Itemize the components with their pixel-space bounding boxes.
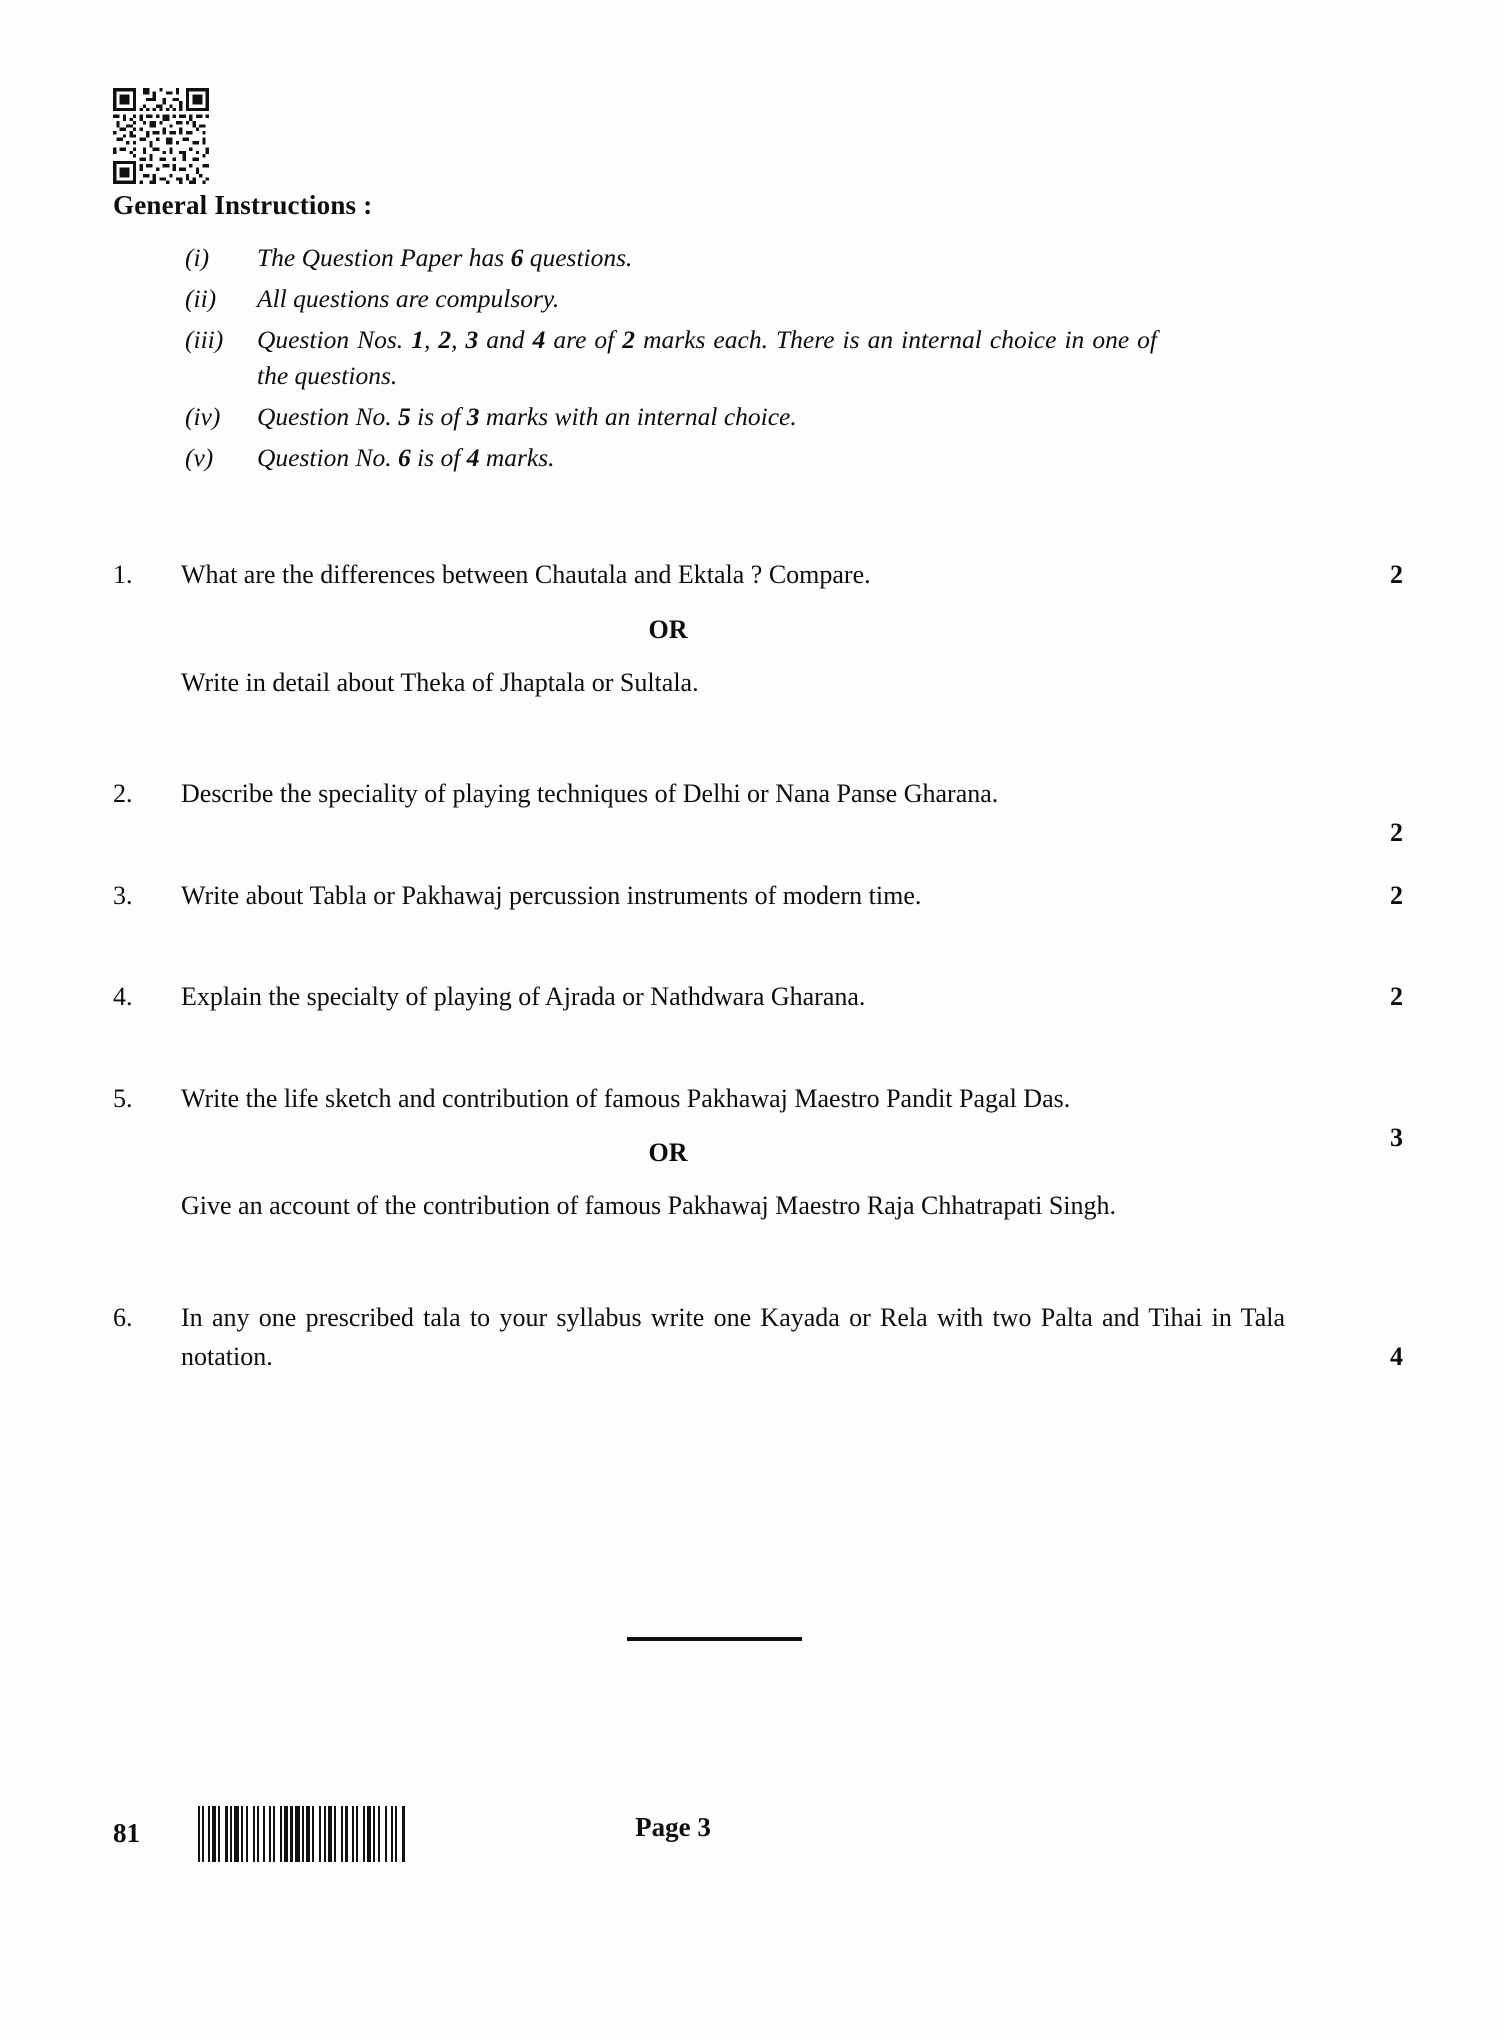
question-3 [113,876,1403,916]
instruction-marker: (i) [185,243,210,272]
qr-code-icon [113,88,209,184]
question-number: 2. [113,779,133,809]
instruction-text: Question No. 5 is of 3 marks with an internal choice. [257,401,797,431]
page-footer [113,1800,1403,1870]
instruction-marker: (ii) [185,284,217,314]
general-instructions-heading: General Instructions : [113,190,373,220]
question-4 [113,977,1403,1017]
question-1 [113,555,1403,702]
instructions-list [185,240,1385,481]
instruction-item [185,399,1385,434]
paper-code: 81 [113,1818,140,1848]
question-text: Explain the specialty of playing of Ajrada or Nathdwara Gharana. [181,982,866,1012]
or-separator: OR [648,614,688,644]
barcode-image [198,1806,405,1862]
end-of-paper-rule [627,1637,802,1641]
page-number: Page 3 [635,1812,711,1842]
question-number: 4. [113,982,133,1012]
instruction-text: Question No. 6 is of 4 marks. [257,442,555,472]
question-marks: 2 [1390,560,1403,589]
instruction-text: The Question Paper has 6 questions. [257,243,633,272]
instruction-marker: (iv) [185,401,221,431]
instruction-item [185,440,1385,475]
question-text: Write the life sketch and contribution of famous Pakhawaj Maestro Pandit Pagal Das. [181,1083,1071,1113]
question-5 [113,1079,1403,1226]
question-number: 1. [113,560,133,589]
instruction-item [185,281,1385,316]
instruction-item [185,322,1385,392]
spacer [113,814,1403,876]
spacer [113,1226,1403,1298]
question-text: Describe the speciality of playing techniques of Delhi or Nana Panse Gharana. [181,779,999,809]
question-number: 5. [113,1083,133,1113]
or-separator: OR [648,1138,688,1168]
question-text: What are the differences between Chautala and Ektala ? Compare. [181,560,871,589]
instruction-marker: (v) [185,442,214,472]
question-marks: 3 [1390,1122,1403,1152]
question-6 [113,1298,1403,1377]
question-number: 6. [113,1302,133,1332]
question-marks: 2 [1390,982,1403,1012]
spacer [113,915,1403,977]
instruction-text: All questions are compulsory. [257,284,560,314]
spacer [113,1017,1403,1079]
instruction-item [185,240,1385,275]
question-marks: 2 [1390,818,1403,848]
instruction-marker: (iii) [185,325,224,355]
question-alternative-text: Give an account of the contribution of famous Pakhawaj Maestro Raja Chhatrapati Singh. [181,1191,1117,1221]
spacer [113,702,1403,774]
instruction-text: Question Nos. 1, 2, 3 and 4 are of 2 marks each. There is an internal choice in one of the questions. [257,325,1158,390]
question-marks: 2 [1390,880,1403,910]
question-text: In any one prescribed tala to your syllabus write one Kayada or Rela with two Palta and Tihai in Tala notation. [181,1302,1285,1372]
question-alternative-text: Write in detail about Theka of Jhaptala or Sultala. [181,667,699,697]
questions-list [113,555,1403,1377]
question-text: Write about Tabla or Pakhawaj percussion instruments of modern time. [181,880,922,910]
question-2 [113,774,1403,848]
question-number: 3. [113,880,133,910]
question-marks: 4 [1390,1341,1403,1371]
